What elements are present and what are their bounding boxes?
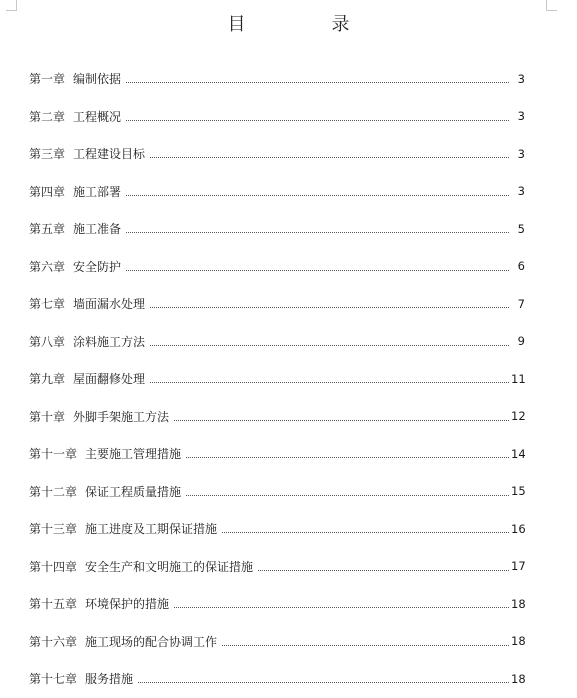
toc-entry[interactable] xyxy=(29,398,525,436)
toc-entry[interactable] xyxy=(29,210,525,248)
toc-entry-title: 编制依据 xyxy=(73,72,122,87)
toc-entry-page-number: 3 xyxy=(517,146,525,161)
toc-dot-leader xyxy=(174,420,509,421)
toc-entry-title: 工程建设目标 xyxy=(73,147,146,162)
toc-entry-page-number: 14 xyxy=(511,446,526,461)
toc-entry-page-number: 5 xyxy=(517,221,525,236)
toc-entry-page-number: 3 xyxy=(517,184,525,199)
toc-dot-leader xyxy=(186,457,509,458)
toc-entry-title: 外脚手架施工方法 xyxy=(73,409,170,424)
toc-entry-title: 服务措施 xyxy=(85,672,134,687)
toc-dot-leader xyxy=(150,345,509,346)
toc-dot-leader xyxy=(138,682,509,683)
toc-dot-leader xyxy=(150,157,509,158)
toc-entry-title: 屋面翻修处理 xyxy=(73,372,146,387)
toc-entry-page-number: 17 xyxy=(511,559,526,574)
table-of-contents xyxy=(29,60,525,698)
toc-entry[interactable] xyxy=(29,248,525,286)
toc-entry-page-number: 3 xyxy=(517,71,525,86)
toc-dot-leader xyxy=(150,307,509,308)
toc-entry-title: 保证工程质量措施 xyxy=(85,484,182,499)
toc-entry[interactable] xyxy=(29,135,525,173)
toc-entry[interactable] xyxy=(29,548,525,586)
toc-dot-leader xyxy=(222,645,509,646)
toc-entry-title: 施工准备 xyxy=(73,222,122,237)
toc-title: 目 录 xyxy=(227,14,384,35)
toc-entry-page-number: 3 xyxy=(517,109,525,124)
toc-entry-chapter: 第四章 xyxy=(29,184,66,199)
toc-entry-page-number: 18 xyxy=(511,671,526,686)
toc-entry[interactable] xyxy=(29,60,525,98)
toc-entry[interactable] xyxy=(29,585,525,623)
toc-entry[interactable] xyxy=(29,623,525,661)
toc-entry-title: 环境保护的措施 xyxy=(85,597,170,612)
toc-dot-leader xyxy=(126,195,509,196)
toc-entry[interactable] xyxy=(29,660,525,698)
toc-entry[interactable] xyxy=(29,360,525,398)
toc-entry-chapter: 第十三章 xyxy=(29,522,78,537)
toc-entry[interactable] xyxy=(29,435,525,473)
toc-dot-leader xyxy=(150,382,509,383)
toc-entry-chapter: 第十五章 xyxy=(29,597,78,612)
toc-entry-chapter: 第十二章 xyxy=(29,484,78,499)
toc-entry-page-number: 15 xyxy=(511,484,526,499)
toc-entry-chapter: 第十一章 xyxy=(29,447,78,462)
toc-entry-title: 主要施工管理措施 xyxy=(85,447,182,462)
toc-dot-leader xyxy=(126,232,509,233)
toc-dot-leader xyxy=(258,570,509,571)
toc-entry-page-number: 18 xyxy=(511,596,526,611)
toc-entry-page-number: 11 xyxy=(511,371,526,386)
toc-entry-page-number: 6 xyxy=(517,259,525,274)
toc-entry-chapter: 第十章 xyxy=(29,409,66,424)
toc-entry[interactable] xyxy=(29,98,525,136)
toc-entry-chapter: 第十七章 xyxy=(29,672,78,687)
toc-entry-title: 墙面漏水处理 xyxy=(73,297,146,312)
toc-entry[interactable] xyxy=(29,323,525,361)
toc-entry[interactable] xyxy=(29,285,525,323)
toc-entry-page-number: 18 xyxy=(511,634,526,649)
toc-dot-leader xyxy=(186,495,509,496)
toc-entry-chapter: 第六章 xyxy=(29,259,66,274)
toc-entry-title: 施工现场的配合协调工作 xyxy=(85,634,218,649)
toc-dot-leader xyxy=(126,82,509,83)
toc-entry-page-number: 16 xyxy=(511,521,526,536)
toc-entry-title: 工程概况 xyxy=(73,109,122,124)
toc-entry-title: 涂料施工方法 xyxy=(73,334,146,349)
toc-entry-page-number: 7 xyxy=(517,296,525,311)
toc-entry-chapter: 第七章 xyxy=(29,297,66,312)
toc-entry-title: 安全生产和文明施工的保证措施 xyxy=(85,559,254,574)
toc-entry[interactable] xyxy=(29,510,525,548)
toc-dot-leader xyxy=(222,532,509,533)
toc-dot-leader xyxy=(126,120,509,121)
toc-dot-leader xyxy=(126,270,509,271)
toc-entry-chapter: 第九章 xyxy=(29,372,66,387)
toc-entry-title: 施工部署 xyxy=(73,184,122,199)
toc-entry-chapter: 第二章 xyxy=(29,109,66,124)
toc-entry-chapter: 第一章 xyxy=(29,72,66,87)
toc-entry-chapter: 第八章 xyxy=(29,334,66,349)
toc-dot-leader xyxy=(174,607,509,608)
toc-entry-chapter: 第十四章 xyxy=(29,559,78,574)
toc-entry-page-number: 9 xyxy=(517,334,525,349)
toc-entry-chapter: 第五章 xyxy=(29,222,66,237)
toc-entry-chapter: 第三章 xyxy=(29,147,66,162)
toc-entry-title: 施工进度及工期保证措施 xyxy=(85,522,218,537)
toc-entry-title: 安全防护 xyxy=(73,259,122,274)
toc-entry[interactable] xyxy=(29,173,525,211)
toc-entry[interactable] xyxy=(29,473,525,511)
toc-entry-chapter: 第十六章 xyxy=(29,634,78,649)
toc-entry-page-number: 12 xyxy=(511,409,526,424)
